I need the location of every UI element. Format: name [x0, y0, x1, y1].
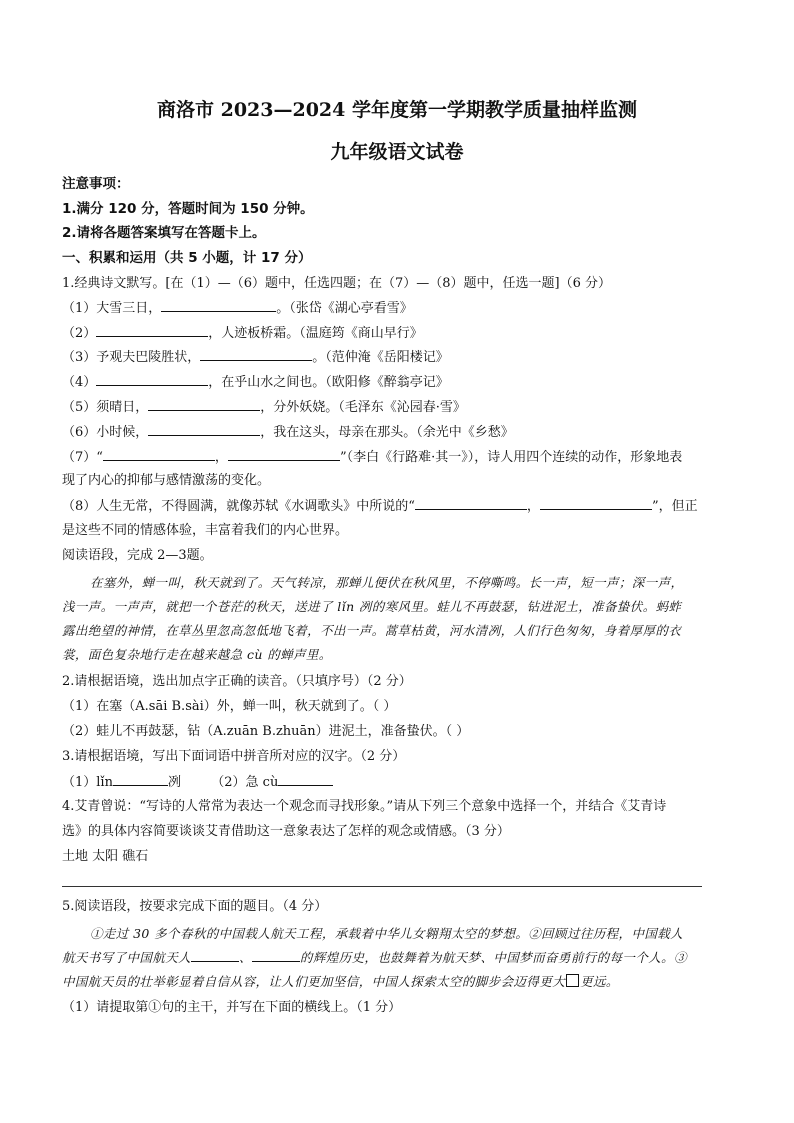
answer-blank[interactable] — [540, 497, 652, 510]
item-text: （2） — [62, 326, 97, 341]
item-text: （5）须晴日， — [62, 400, 149, 415]
question-1-stem: 1.经典诗文默写。[在（1）—（6）题中，任选四题；在（7）—（8）题中，任选一题]（6 分） — [62, 276, 612, 291]
question-1-item-7 — [62, 448, 682, 467]
item-text: （2）急 cù — [211, 775, 279, 790]
answer-blank[interactable] — [228, 448, 340, 461]
question-5-passage-line: ①走过 30 多个春秋的中国载人航天工程，承载着中华儿女翱翔太空的梦想。②回顾过往历程，中国载人 — [90, 926, 684, 941]
question-2-item-2: （2）蛙儿不再鼓瑟，钻（A.zuān B.zhuān）进泥土，准备蛰伏。（ ） — [62, 724, 470, 739]
item-text: （8）人生无常，不得圆满，就像苏轼《水调歌头》中所说的“ — [62, 499, 415, 514]
item-text: （1）lǐn — [62, 775, 113, 790]
answer-blank[interactable] — [96, 324, 208, 337]
question-2-item-1: （1）在塞（A.sāi B.sài）外，蝉一叫，秋天就到了。（ ） — [62, 699, 397, 714]
exam-subtitle: 九年级语文试卷 — [330, 141, 464, 163]
question-1-item-1 — [62, 299, 413, 318]
item-text: 航天书写了中国航天人 — [62, 950, 192, 965]
answer-blank[interactable] — [148, 423, 260, 436]
answer-blank[interactable] — [278, 773, 333, 786]
item-text: 、 — [239, 950, 252, 965]
answer-line[interactable] — [62, 886, 702, 887]
reading-passage-line: 在塞外，蝉一叫，秋天就到了。天气转凉，那蝉儿便伏在秋风里，不停嘶鸣。长一声，短一声；深一声， — [90, 575, 684, 590]
item-text: （7）“ — [62, 450, 103, 465]
item-text: 更远。 — [580, 974, 619, 989]
answer-blank[interactable] — [96, 373, 208, 386]
item-text: ，在乎山水之间也。（欧阳修《醉翁亭记》 — [208, 375, 449, 390]
item-text: 的辉煌历史，也鼓舞着为航天梦、中国梦而奋勇前行的每一个人。③ — [299, 950, 687, 965]
answer-blank[interactable] — [161, 299, 276, 312]
item-text: ， — [526, 499, 540, 514]
item-text: ，分外妖娆。（毛泽东《沁园春·雪》 — [260, 400, 466, 415]
question-5-sub-1: （1）请提取第①句的主干，并写在下面的横线上。（1 分） — [62, 1000, 402, 1015]
question-1-item-8 — [62, 497, 698, 516]
item-text: ， — [214, 450, 228, 465]
question-1-item-5 — [62, 398, 466, 417]
reading-passage-line: 浅一声。一声声，就把一个苍茫的秋天，送进了 lǐn 冽的寒风里。蛙儿不再鼓瑟，钻进泥土，准备蛰伏。蚂蚱 — [62, 599, 682, 614]
reading-passage-line: 露出绝望的神情，在草丛里忽高忽低地飞着，不出一声。蒿草枯黄，河水清冽，人们行色匆匆，身着厚厚的衣 — [62, 623, 682, 638]
answer-blank[interactable] — [113, 773, 168, 786]
question-3-stem: 3.请根据语境，写出下面词语中拼音所对应的汉字。（2 分） — [62, 749, 406, 764]
item-text: ”（李白《行路难·其一》），诗人用四个连续的动作，形象地表 — [339, 450, 683, 465]
item-text: （3）予观夫巴陵胜状， — [62, 350, 201, 365]
item-text: （1）大雪三日， — [62, 301, 162, 316]
question-1-item-3 — [62, 348, 449, 367]
item-text: （6）小时候， — [62, 425, 149, 440]
reading-intro: 阅读语段，完成 2—3题。 — [62, 548, 213, 563]
item-text: （4） — [62, 375, 97, 390]
question-4-options: 土地 太阳 礁石 — [62, 849, 149, 864]
section-heading: 一、积累和运用（共 5 小题，计 17 分） — [62, 250, 312, 266]
item-text: ，人迹板桥霜。（温庭筠《商山早行》 — [208, 326, 423, 341]
question-1-item-8-cont: 是这些不同的情感体验，丰富着我们的内心世界。 — [62, 523, 349, 538]
question-1-item-2 — [62, 324, 423, 343]
item-text: 冽 — [167, 775, 181, 790]
question-4-line: 选》的具体内容简要谈谈艾青借助这一意象表达了怎样的观念或情感。（3 分） — [62, 824, 510, 839]
note-item: 2.请将各题答案填写在答题卡上。 — [62, 225, 266, 241]
answer-blank[interactable] — [148, 398, 260, 411]
question-5-passage-line — [62, 949, 687, 967]
note-item: 1.满分 120 分，答题时间为 150 分钟。 — [62, 201, 314, 217]
question-3-items — [62, 773, 333, 792]
reading-passage-line: 裳，面色复杂地行走在越来越急 cù 的蝉声里。 — [62, 647, 332, 662]
question-1-item-4 — [62, 373, 449, 392]
answer-blank[interactable] — [191, 949, 239, 962]
item-text: 中国航天员的壮举彰显着自信从容，让人们更加坚信，中国人探索太空的脚步会迈得更大 — [62, 974, 566, 989]
item-text: ”，但正 — [651, 499, 698, 514]
item-text: 。（张岱《湖心亭看雪》 — [276, 301, 413, 316]
answer-blank[interactable] — [415, 497, 527, 510]
question-1-item-7-cont: 现了内心的抑郁与感情激荡的变化。 — [62, 473, 271, 488]
item-text: 。（范仲淹《岳阳楼记》 — [312, 350, 449, 365]
question-5-stem: 5.阅读语段，按要求完成下面的题目。（4 分） — [62, 899, 328, 914]
notes-heading: 注意事项： — [62, 176, 130, 192]
question-2-stem: 2.请根据语境，选出加点字正确的读音。（只填序号）（2 分） — [62, 674, 412, 689]
question-4-line: 4.艾青曾说：“写诗的人常常为表达一个观念而寻找形象。”请从下列三个意象中选择一个，并结合《艾青诗 — [62, 799, 667, 814]
exam-title: 商洛市 2023—2024 学年度第一学期教学质量抽样监测 — [157, 99, 637, 121]
fill-box[interactable] — [566, 974, 579, 987]
question-5-passage-line — [62, 973, 619, 991]
question-1-item-6 — [62, 423, 514, 442]
item-text: ，我在这头，母亲在那头。（余光中《乡愁》 — [260, 425, 514, 440]
answer-blank[interactable] — [200, 348, 312, 361]
answer-blank[interactable] — [103, 448, 215, 461]
answer-blank[interactable] — [252, 949, 300, 962]
